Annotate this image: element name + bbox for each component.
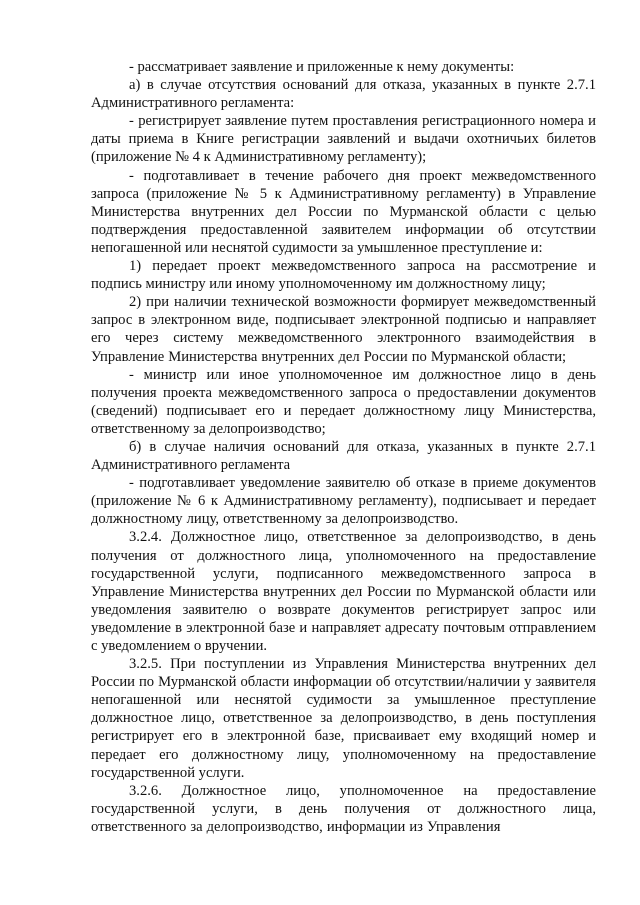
- paragraph-item-2: 2) при наличии технической возможности формирует межведомственный запрос в электронном виде, подписывает электронной подписью и направляет его через систему межведомственного электронного взаимодействия в Управление Министерства внутренних дел России по Мурманской области;: [91, 294, 596, 365]
- document-page: [91, 58, 596, 836]
- paragraph-register-application: - регистрирует заявление путем проставления регистрационного номера и даты приема в Книге регистрации заявлений и выдачи охотничьих билетов (приложение № 4 к Административному регламенту);: [91, 113, 596, 166]
- paragraph-review-application: - рассматривает заявление и приложенные к нему документы:: [129, 59, 515, 75]
- paragraph-prepare-notice: - подготавливает уведомление заявителю об отказе в приеме документов (приложение № 6 к Административному регламенту), подписывает и передает должностному лицу, ответственному за делопроизводство.: [91, 475, 596, 528]
- paragraph-prepare-request: - подготавливает в течение рабочего дня проект межведомственного запроса (приложение № 5 к Административному регламенту) в Управление Министерства внутренних дел России по Мурманской области с целью подтверждения предоставленной заявителем информации об отсутствии непогашенной или неснятой судимости за умышленное преступление и:: [91, 167, 596, 256]
- paragraph-item-1: 1) передает проект межведомственного запроса на рассмотрение и подпись министру или иному уполномоченному им должностному лицу;: [91, 258, 596, 293]
- paragraph-case-no-refusal: а) в случае отсутствия оснований для отказа, указанных в пункте 2.7.1 Административного регламента:: [91, 77, 596, 112]
- paragraph-minister-signs: - министр или иное уполномоченное им должностное лицо в день получения проекта межведомственного запроса о предоставлении документов (сведений) подписывает его и передает должностному лицу Министерства, ответственному за делопроизводство;: [91, 366, 596, 437]
- paragraph-case-refusal: б) в случае наличия оснований для отказа, указанных в пункте 2.7.1 Административного регламента: [91, 438, 596, 474]
- paragraph-3-2-5: 3.2.5. При поступлении из Управления Министерства внутренних дел России по Мурманской области информации об отсутствии/наличии у заявителя непогашенной или неснятой судимости за умышленное преступление должностное лицо, ответственное за делопроизводство, в день поступления регистрирует его в электронной базе, присваивает ему входящий номер и передает его должностному лицу, уполномоченному на предоставление государственной услуги.: [91, 656, 596, 781]
- paragraph-3-2-6: 3.2.6. Должностное лицо, уполномоченное на предоставление государственной услуги, в день получения от должностного лица, ответственного за делопроизводство, информации из Управления: [91, 782, 596, 835]
- paragraph-3-2-4: 3.2.4. Должностное лицо, ответственное за делопроизводство, в день получения от должностного лица, уполномоченного на предоставление государственной услуги, подписанного межведомственного запроса в Управление Министерства внутренних дел России по Мурманской области или уведомления заявителю о возврате документов регистрирует запрос или уведомление в электронной базе и направляет адресату почтовым отправлением с уведомлением о вручении.: [91, 529, 596, 654]
